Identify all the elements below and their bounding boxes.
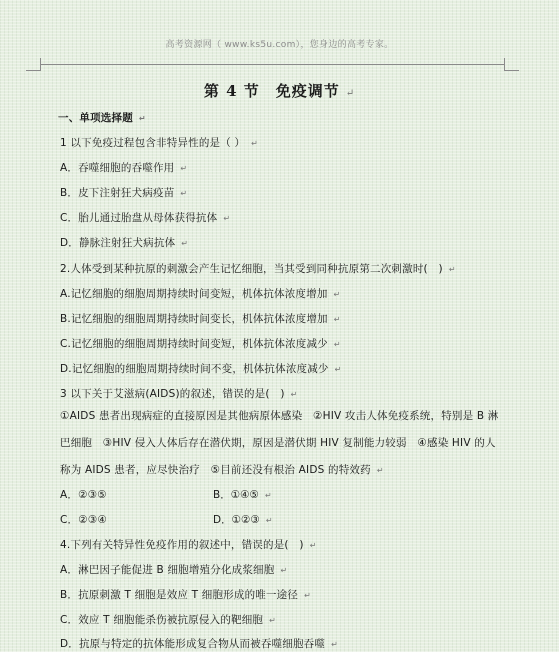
question-1-option-a [60, 160, 187, 175]
question-4-stem [60, 537, 317, 552]
question-stem-text: 3 以下关于艾滋病(AIDS)的叙述，错误的是( ) [60, 388, 285, 400]
question-3-option-c [60, 512, 107, 527]
option-text: D．抗原与特定的抗体能形成复合物从而被吞噬细胞吞噬 [60, 638, 326, 650]
document-title [0, 80, 559, 101]
question-1-option-c [60, 210, 230, 225]
header-rule [40, 64, 505, 65]
question-2-option-b [60, 311, 341, 326]
paragraph-mark-icon: ↵ [290, 390, 298, 399]
paragraph-mark-icon: ↵ [264, 491, 272, 500]
question-4-option-c [60, 612, 276, 627]
paragraph-mark-icon: ↵ [376, 466, 384, 475]
question-1-stem [60, 135, 258, 150]
paragraph-mark-icon: ↵ [448, 265, 456, 274]
paragraph-mark-icon: ↵ [265, 516, 273, 525]
document-title-text: 第 4 节 免疫调节 [203, 82, 340, 100]
option-text: A．②③⑤ [60, 489, 107, 501]
paragraph-mark-icon: ↵ [223, 214, 231, 223]
header-corner-mark-right [504, 58, 519, 71]
option-text: A.记忆细胞的细胞周期持续时间变短，机体抗体浓度增加 [60, 288, 328, 300]
paragraph-mark-icon: ↵ [180, 189, 188, 198]
question-4-option-d [60, 636, 338, 651]
option-text: D．①②③ [213, 514, 260, 526]
option-text: C.记忆细胞的细胞周期持续时间变短，机体抗体浓度减少 [60, 338, 328, 350]
question-4-option-a [60, 562, 287, 577]
paragraph-mark-icon: ↵ [280, 566, 288, 575]
question-3-option-d [213, 512, 273, 527]
section-heading-text: 一、单项选择题 [58, 112, 133, 124]
option-text: B.记忆细胞的细胞周期持续时间变长，机体抗体浓度增加 [60, 313, 328, 325]
header-corner-mark-left [26, 58, 41, 71]
paragraph-mark-icon: ↵ [331, 640, 338, 649]
option-text: C．效应 T 细胞能杀伤被抗原侵入的靶细胞 [60, 614, 264, 626]
question-2-stem [60, 261, 456, 276]
section-heading [58, 110, 146, 125]
paragraph-mark-icon: ↵ [180, 164, 188, 173]
paragraph-mark-icon: ↵ [251, 139, 259, 148]
paragraph-mark-icon: ↵ [138, 114, 146, 123]
option-text: C．胎儿通过胎盘从母体获得抗体 [60, 212, 218, 224]
question-statements-text: ①AIDS 患者出现病症的直接原因是其他病原体感染 ②HIV 攻击人体免疫系统，特别是 B 淋巴细胞 ③HIV 侵入人体后存在潜伏期，原因是潜伏期 HIV 复制能力较弱 ④感染 HIV 的人称为 AIDS 患者，应尽快治疗 ⑤目前还没有根治 AIDS 的特效药 [60, 410, 499, 476]
question-2-option-d [60, 361, 342, 376]
option-text: B．抗原刺激 T 细胞是效应 T 细胞形成的唯一途径 [60, 589, 299, 601]
question-stem-text: 2.人体受到某种抗原的刺激会产生记忆细胞，当其受到同种抗原第二次刺激时( ) [60, 263, 443, 275]
option-text: A．淋巴因子能促进 B 细胞增殖分化成浆细胞 [60, 564, 275, 576]
paragraph-mark-icon: ↵ [333, 315, 341, 324]
option-text: D．静脉注射狂犬病抗体 [60, 237, 176, 249]
paragraph-mark-icon: ↵ [309, 541, 317, 550]
question-stem-text: 4.下列有关特异性免疫作用的叙述中，错误的是( ) [60, 539, 304, 551]
question-1-option-b [60, 185, 187, 200]
option-text: C．②③④ [60, 514, 108, 526]
paragraph-mark-icon: ↵ [269, 616, 277, 625]
option-text: A．吞噬细胞的吞噬作用 [60, 162, 175, 174]
question-3-option-a [60, 487, 107, 502]
paragraph-mark-icon: ↵ [181, 239, 189, 248]
question-2-option-c [60, 336, 341, 351]
page-header-note: 高考资源网（ www.ks5u.com），您身边的高考专家。 [165, 40, 394, 50]
question-3-stem [60, 386, 298, 401]
paragraph-mark-icon: ↵ [333, 340, 341, 349]
paragraph-mark-icon: ↵ [304, 591, 311, 600]
question-2-option-a [60, 286, 340, 301]
option-text: B．①④⑤ [213, 489, 259, 501]
option-text: D.记忆细胞的细胞周期持续时间不变，机体抗体浓度减少 [60, 363, 329, 375]
paragraph-mark-icon: ↵ [334, 365, 342, 374]
question-stem-text: 1 以下免疫过程包含非特异性的是（ ） [60, 137, 246, 149]
question-1-option-d [60, 235, 188, 250]
paragraph-return-icon: ↵ [345, 88, 356, 99]
question-3-statements [60, 403, 505, 484]
paragraph-mark-icon: ↵ [333, 290, 341, 299]
option-text: B．皮下注射狂犬病疫苗 [60, 187, 175, 199]
question-4-option-b [60, 587, 311, 602]
question-3-option-b [213, 487, 272, 502]
